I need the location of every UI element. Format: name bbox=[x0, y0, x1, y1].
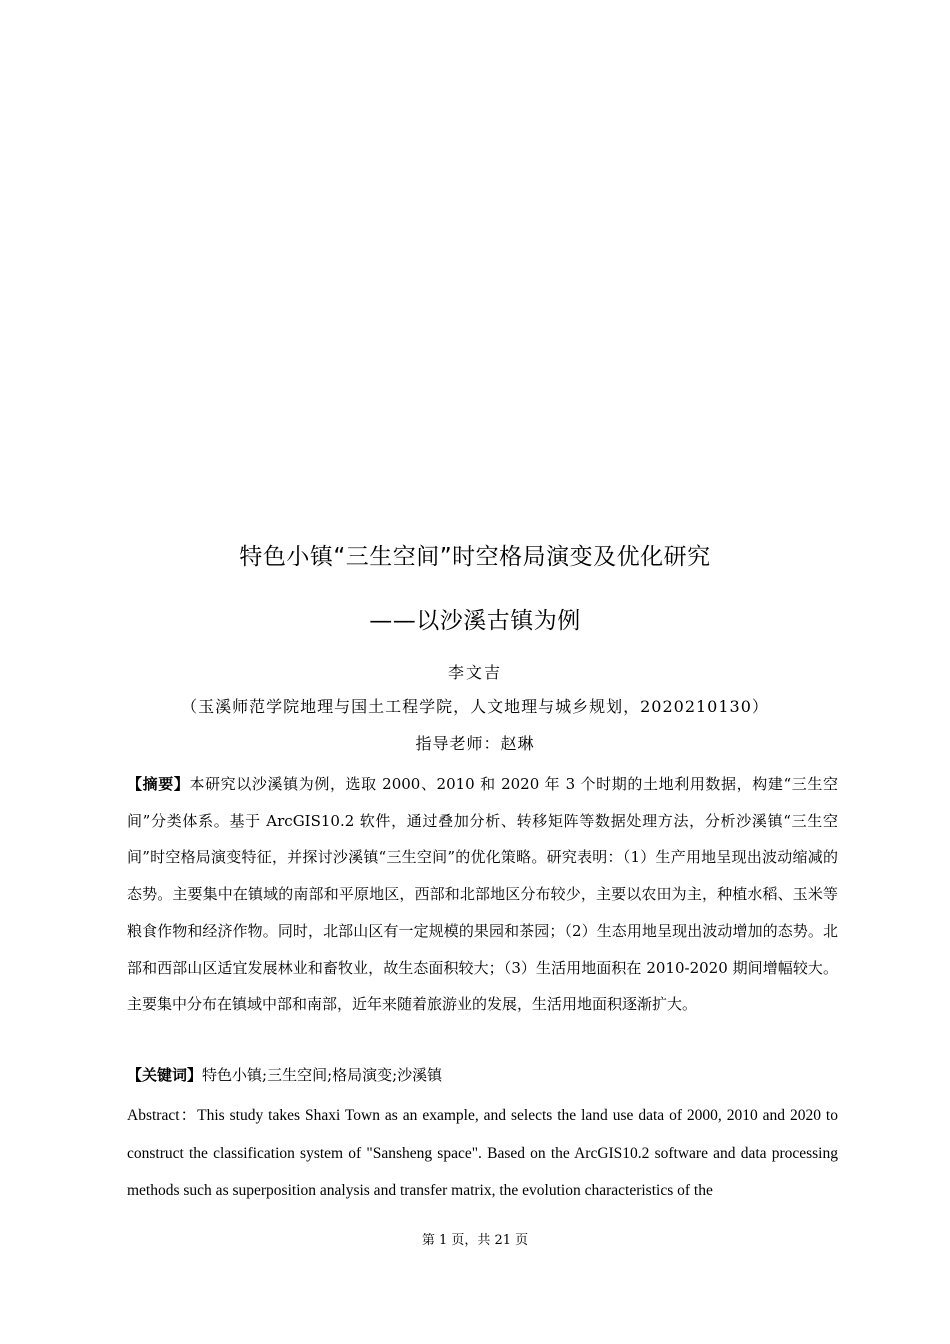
abstract-english bbox=[127, 1097, 838, 1210]
abstract-text: 本研究以沙溪镇为例，选取 2000、2010 和 2020 年 3 个时期的土地利用数据，构建“三生空间”分类体系。基于 ArcGIS10.2 软件，通过叠加分析、转移矩阵等数据处理方法，分析沙溪镇“三生空间”时空格局演变特征，并探讨沙溪镇“三生空间”的优化策略。研究表明：（1）生产用地呈现出波动缩减的态势。主要集中在镇域的南部和平原地区，西部和北部地区分布较少，主要以农田为主，种植水稻、玉米等粮食作物和经济作物。同时，北部山区有一定规模的果园和茶园；（2）生态用地呈现出波动增加的态势。北部和西部山区适宜发展林业和畜牧业，故生态面积较大；（3）生活用地面积在 2010-2020 期间增幅较大。主要集中分布在镇域中部和南部，近年来随着旅游业的发展，生活用地面积逐渐扩大。 bbox=[127, 775, 838, 1014]
keywords-label: 【关键词】 bbox=[127, 1066, 203, 1084]
author-affiliation: （玉溪师范学院地理与国土工程学院，人文地理与城乡规划，2020210130） bbox=[181, 697, 769, 716]
paper-subtitle: ——以沙溪古镇为例 bbox=[369, 608, 581, 634]
author-name: 李文吉 bbox=[447, 663, 502, 682]
abstract-chinese bbox=[127, 766, 838, 1023]
abstract-en-text: This study takes Shaxi Town as an example, and selects the land use data of 2000, 2010 and 2020 to construct the classification system of "Sansheng space". Based on the ArcGIS10.2 software and data processing methods such as superposition analysis and transfer matrix, the evolution characteristics of the bbox=[127, 1107, 838, 1199]
abstract-label: 【摘要】 bbox=[127, 775, 190, 793]
abstract-en-label: Abstract： bbox=[127, 1107, 198, 1124]
supervisor-line: 指导老师：赵琳 bbox=[415, 734, 535, 753]
keywords bbox=[127, 1064, 838, 1085]
page-number-footer: 第 1 页，共 21 页 bbox=[421, 1233, 529, 1248]
keywords-text: 特色小镇;三生空间;格局演变;沙溪镇 bbox=[202, 1066, 443, 1084]
paper-title: 特色小镇“三生空间”时空格局演变及优化研究 bbox=[239, 544, 711, 570]
